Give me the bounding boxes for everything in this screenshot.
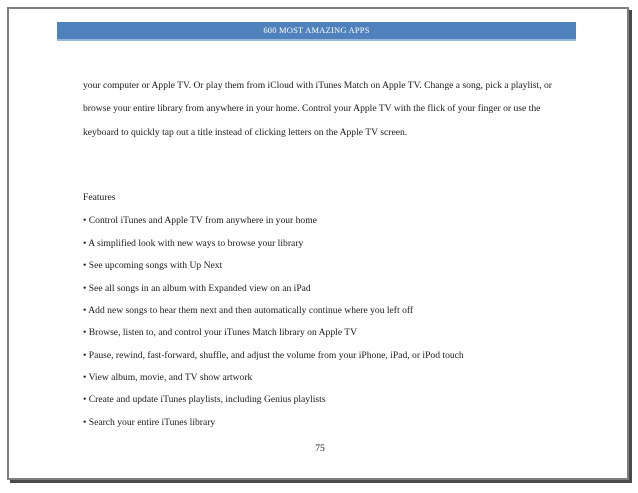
features-heading: Features [83, 192, 116, 203]
running-header [57, 22, 576, 41]
feature-item: • See all songs in an album with Expanded view on an iPad [83, 283, 311, 294]
feature-item: • A simplified look with new ways to browse your library [83, 238, 304, 249]
feature-item: • Pause, rewind, fast-forward, shuffle, and adjust the volume from your iPhone, iPad, or iPod touch [83, 350, 464, 361]
header-title: 600 MOST AMAZING APPS [263, 25, 370, 35]
feature-item: • Browse, listen to, and control your iTunes Match library on Apple TV [83, 327, 358, 338]
page-number: 75 [315, 443, 325, 454]
feature-item: • Create and update iTunes playlists, including Genius playlists [83, 394, 326, 405]
feature-item: • Add new songs to hear them next and then automatically continue where you left off [83, 305, 414, 316]
paragraph-line-3: keyboard to quickly tap out a title instead of clicking letters on the Apple TV screen. [83, 127, 408, 138]
feature-item: • See upcoming songs with Up Next [83, 260, 223, 271]
feature-item: • View album, movie, and TV show artwork [83, 372, 253, 383]
feature-item: • Search your entire iTunes library [83, 417, 216, 428]
paragraph-line-1: your computer or Apple TV. Or play them from iCloud with iTunes Match on Apple TV. Change a song, pick a playlist, or [83, 80, 552, 91]
paragraph-line-2: browse your entire library from anywhere in your home. Control your Apple TV with the flick of your finger or use the [83, 103, 541, 114]
feature-item: • Control iTunes and Apple TV from anywhere in your home [83, 215, 317, 226]
